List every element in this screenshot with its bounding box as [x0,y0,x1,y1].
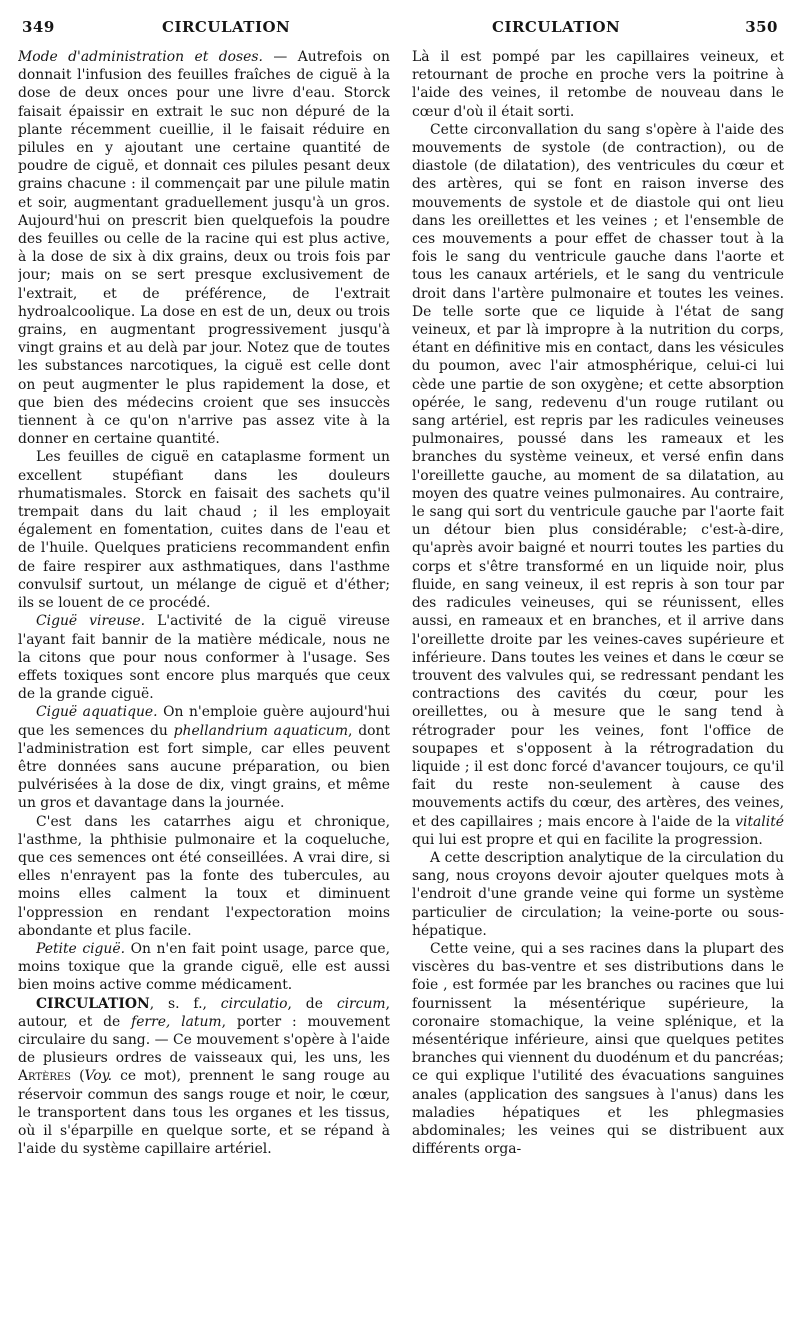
paragraph-text: , dont l'administration est fort simple, car elles peuvent être données sans aucune préparation, ou bien pulvérisées à la dose de dix, vingt grains, et même un gros et davantage dans la journée. [18,722,390,812]
right-column [412,48,784,1310]
italic-term: vitalité [735,813,784,830]
paragraph-text: C'est dans les catarrhes aigu et chronique, l'asthme, la phthisie pulmonaire et la coqueluche, que ces semences ont été conseillées. A vrai dire, si elles n'enrayent pas la fonte des tubercules, au moins elles calment la toux et diminuent l'oppression en rendant l'expectoration moins abondante et plus facile. [18,813,390,939]
paragraph-text: A cette description analytique de la circulation du sang, nous croyons devoir ajouter quelques mots à l'endroit d'une grande veine qui forme un système particulier de circulation; la veine-porte ou sous-hépatique. [412,849,784,939]
paragraph-cataplasme [18,448,390,612]
paragraph-text: , s. f., [149,995,221,1012]
paragraph-text: On n'emploie guère aujourd'hui que les semences du [18,704,390,739]
latin-term: phellandrium aquaticum [173,722,348,739]
paragraph-continuation [412,48,784,121]
paragraph-text: — Autrefois on donnait l'infusion des feuilles fraîches de ciguë à la dose de deux onces pour une livre d'eau. Storck faisait épaissir en extrait le suc non dépuré de la plante récemment cueillie, il le faisait réduire en pilules en y ajoutant une certaine quantité de poudre de ciguë, et donnait ces pilules pesant deux grains chacune : il commençait par une pilule matin et soir, augmentant graduellement jusqu'à un gros. Aujourd'hui on prescrit bien quelquefois la poudre des feuilles ou celle de la racine qui est plus active, à la dose de six à dix grains, deux ou trois fois par jour; mais on se sert presque exclusivement de l'extrait, et de préférence, de l'extrait hydroalcoolique. La dose en est de un, deux ou trois grains, en augmentant progressivement jusqu'à vingt grains et au delà par jour. Notez que de toutes les substances narcotiques, la ciguë est celle dont on peut augmenter le plus rapidement la dose, et que bien des médecins croient que ses insuccès tiennent à ce qu'on n'arrive pas assez vite à la donner en certaine quantité. [18,49,390,448]
paragraph-text: Là il est pompé par les capillaires veineux, et retournant de proche en proche vers la poitrine à l'aide des veines, il retombe de nouveau dans le cœur d'où il était sorti. [412,49,784,120]
page-header [22,18,778,42]
paragraph-circonvallation [412,121,784,849]
paragraph-text: L'activité de la ciguë vireuse l'ayant fait bannir de la matière médicale, nous ne la citons que pour nous conformer à l'usage. Ses effets toxiques sont encore plus marqués que ceux de la grande ciguë. [18,613,390,703]
voy-reference: Voy. [84,1068,113,1085]
paragraph-text: qui lui est propre et qui en facilite la progression. [412,831,763,848]
paragraph-petite-cigue [18,940,390,995]
paragraph-text: Cette veine, qui a ses racines dans la plupart des viscères du bas-ventre et ses distributions dans le foie , est formée par les branches ou racines que lui fournissent la mésentérique supérieure, la coronaire stomachique, la veine splénique, et la mésentérique inférieure, ainsi que quelques petites branches qui viennent du duodénum et du pancréas; ce qui explique l'utilité des évacuations sanguines anales (application des sangsues à l'anus) dans les maladies hépatiques et les phlegmasies abdominales; les veines qui se distribuent aux différents orga- [412,940,784,1158]
paragraph-cigue-vireuse [18,612,390,703]
paragraph-administration-doses [18,48,390,448]
subheading-petite-cigue: Petite ciguë. [36,940,126,957]
running-head-left: CIRCULATION [162,18,291,36]
latin-term: circulatio [220,995,288,1012]
subheading-administration: Mode d'administration et doses. [18,49,263,65]
page-number-right: 350 [745,18,778,36]
page-number-left: 349 [22,18,55,36]
cross-reference: Artères [18,1068,72,1085]
paragraph-text: Les feuilles de ciguë en cataplasme forment un excellent stupéfiant dans les douleurs rhumatismales. Storck en faisait des sachets qu'il trempait dans du lait chaud ; il les employait également en fomentation, cuites dans de l'eau et de l'huile. Quelques praticiens recommandent enfin de faire respirer aux asthmatiques, dans l'asthme convulsif surtout, un mélange de ciguë et d'éther; ils se louent de ce procédé. [18,449,390,612]
entry-headword: CIRCULATION [36,995,150,1012]
latin-term: ferre, latum [131,1013,222,1030]
subheading-cigue-vireuse: Ciguë vireuse. [36,613,146,630]
paragraph-text: , porter : mouvement circulaire du sang. — Ce mouvement s'opère à l'aide de plusieurs ordres de vaisseaux qui, les uns, les [18,1013,390,1067]
paragraph-description-analytique [412,849,784,940]
paragraph-text: Cette circonvallation du sang s'opère à l'aide des mouvements de systole (de contraction), ou de diastole (de dilatation), des ventricules du cœur et des artères, qui se font en raison inverse des mouvements de systole et de diastole qui ont lieu dans les oreillettes et les veines ; et l'ensemble de ces mouvements a pour effet de chasser tout à la fois le sang du ventricule gauche dans l'aorte et tous les canaux artériels, et le sang du ventricule droit dans l'artère pulmonaire et toutes les veines. De telle sorte que ce liquide à l'état de sang veineux, et par là impropre à la nutrition du corps, étant en définitive mis en contact, dans les vésicules du poumon, avec l'air atmosphérique, celui-ci lui cède une partie de son oxygène; et cette absorption opérée, le sang, redevenu d'un rouge rutilant ou sang artériel, est repris par les radicules veineuses pulmonaires, poussé dans les rameaux et les branches du système veineux, et versé enfin dans l'oreillette gauche, au moment de sa dilatation, au moyen des quatre veines pulmonaires. Au contraire, le sang qui sort du ventricule gauche par l'aorte fait un détour bien plus considérable; c'est-à-dire, qu'après avoir baigné et nourri toutes les parties du corps et s'être transformé en un liquide noir, plus fluide, en sang veineux, il est repris à son tour par des radicules veineuses, qui se réunissent, elles aussi, en rameaux et en branches, et il arrive dans l'oreillette droite par les veines-caves supérieure et inférieure. Dans toutes les veines et dans le cœur se trouvent des valvules qui, se redressant pendant les contractions des cavités du cœur, pour les oreillettes, ou à mesure que le sang tend à rétrograder pour les veines, font l'office de soupapes et s'opposent à la rétrogradation du liquide ; il est donc forcé d'avancer toujours, ce qu'il fait du reste non-seulement à cause des mouvements actifs du cœur, des artères, des veines, et des capillaires ; mais encore à l'aide de la [412,121,784,830]
paragraph-veine-porte [412,940,784,1158]
paragraph-text: , autour, et de [18,995,390,1030]
paragraph-text: ( [71,1068,85,1085]
paragraph-cigue-aquatique [18,703,390,812]
running-head-right: CIRCULATION [492,18,621,36]
latin-term: circum [336,995,386,1012]
paragraph-catarrhes [18,813,390,940]
paragraph-entry-circulation [18,995,390,1159]
paragraph-text: On n'en fait point usage, parce que, moins toxique que la grande ciguë, elle est aussi bien moins active comme médicament. [18,940,390,994]
paragraph-text: , de [287,995,337,1012]
paragraph-text: ce mot), prennent le sang rouge au réservoir commun des sangs rouge et noir, le cœur, le transportent dans tous les organes et les tissus, où il s'éparpille en quelque sorte, et se répand à l'aide du système capillaire artériel. [18,1068,390,1158]
left-column [18,48,390,1310]
subheading-cigue-aquatique: Ciguë aquatique. [36,704,158,721]
